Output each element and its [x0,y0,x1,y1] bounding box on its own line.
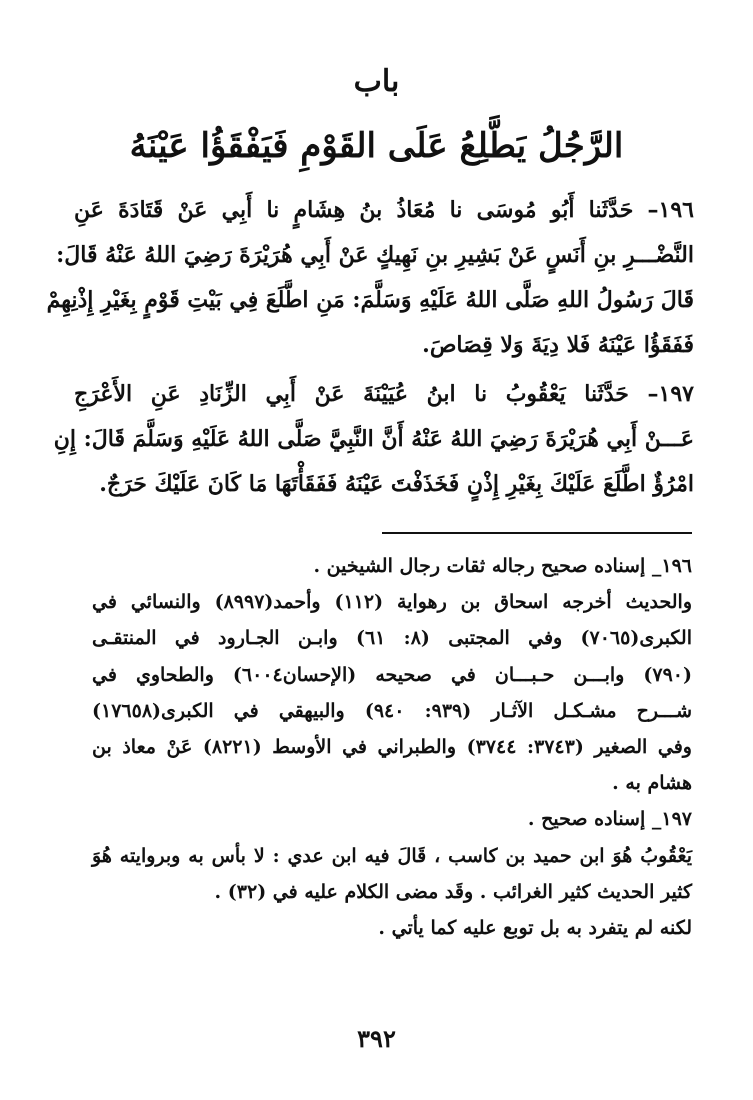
hadith-line: عَـــنْ أَبِي هُرَيْرَةَ رَضِيَ اللهُ عَنْهُ أَنَّ النَّبِيَّ صَلَّى اللهُ عَلَيْهِ وَسَلَّمَ قَالَ: إِنِ [53,426,694,452]
footnote-line: لكنه لم يتفرد به بل توبع عليه كما يأتي . [378,917,692,940]
footnote-line: يَعْقُوبُ هُوَ ابن حميد بن كاسب ، قَالَ فيه ابن عدي : لا بأس به وبروايته هُوَ [92,844,692,867]
chapter-label: باب [353,64,400,99]
hadith-line: قَالَ رَسُولُ اللهِ صَلَّى اللهُ عَلَيْهِ وَسَلَّمَ: مَنِ اطَّلَعَ فِي بَيْتِ قَوْمٍ بِغَيْرِ إِذْنِهِمْ [46,287,694,313]
hadith-line: امْرُؤٌ اطَّلَعَ عَلَيْكَ بِغَيْرِ إِذْنٍ فَخَذَفْتَ عَيْنَهُ فَفَقَأْتَهَا مَا كَانَ عَلَيْكَ حَرَجٌ. [99,471,694,497]
footnote-line: الكبرى(٧٠٦٥) وفي المجتبى (٨: ٦١) وابـن الجـارود في المنتقـى [92,627,692,650]
footnote-line: شـــرح مشـكـل الآثـار (٩٣٩: ٩٤٠) والبيهقي في الكبرى(١٧٦٥٨) [92,699,693,722]
footnote-line: ١٩٦_ إسناده صحيح رجاله ثقات رجال الشيخين . [313,555,692,577]
footnote-line: والحديث أخرجه اسحاق بن رهواية (١١٢) وأحمد(٨٩٩٧) والنسائي في [92,591,692,614]
footnote-line: (٧٩٠) وابـــن حـبـــان في صحيحه (الإحسان٦٠٠٤) والطحاوي في [92,663,692,686]
footnote-divider [382,532,692,534]
hadith-197 [53,372,694,507]
hadith-196 [46,188,694,368]
footnote-line: وفي الصغير (٣٧٤٣: ٣٧٤٤) والطبراني في الأوسط (٨٢٢١) عَنْ معاذ بن [92,736,692,759]
hadith-line: النَّضْـــرِ بنِ أَنَسٍ عَنْ بَشِيرِ بنِ نَهِيكٍ عَنْ أَبِي هُرَيْرَةَ رَضِيَ اللهُ عَنْهُ قَالَ: [56,242,694,268]
page-number: ٣٩٢ [357,1024,396,1053]
footnote-line: هشام به . [612,772,692,795]
hadith-line: فَفَقَؤُا عَيْنَهُ فَلا دِيَةَ وَلا قِصَاصَ. [422,332,694,358]
chapter-title: الرَّجُلُ يَطَّلِعُ عَلَى القَوْمِ فَيَفْقَؤُا عَيْنَهُ [129,126,624,166]
footnote-line: كثير الحديث كثير الغرائب . وقَد مضى الكلام عليه في (٣٢) . [214,880,692,903]
hadith-line: ١٩٧– حَدَّثَنا يَعْقُوبُ نا ابنُ عُيَيْنَةَ عَنْ أَبِي الزِّنَادِ عَنِ الأَعْرَجِ [74,381,694,407]
footnote-line: ١٩٧_ إسناده صحيح . [527,808,692,831]
footnotes [92,548,692,946]
hadith-line: ١٩٦– حَدَّثَنا أَبُو مُوسَى نا مُعَاذُ بنُ هِشَامٍ نا أَبِي عَنْ قَتَادَةَ عَنِ [74,197,694,223]
